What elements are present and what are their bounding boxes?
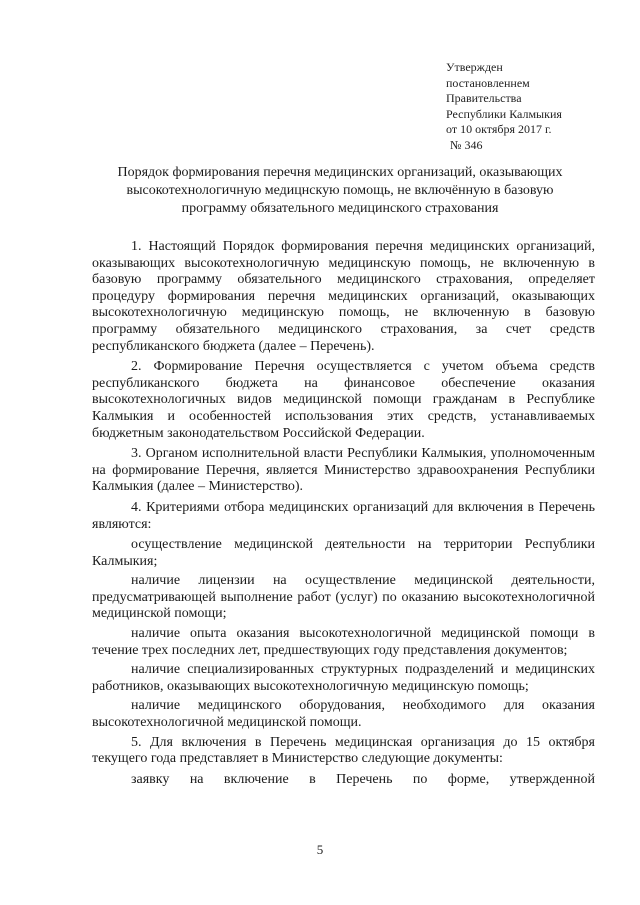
approval-line: от 10 октября 2017 г. [446, 122, 552, 137]
criteria-item: наличие медицинского оборудования, необходимого для оказания высокотехнологичной медицинской помощи. [92, 698, 595, 731]
paragraph-1: 1. Настоящий Порядок формирования перечня медицинских организаций, оказывающих высокотехнологичную медицинскую помощь, не включенную в базовую программу обязательного медицинского страхования, определяет процедуру формирования перечня медицинских организаций, оказывающих высокотехнологичную медицинскую помощь, не включенную в базовую программу обязательного медицинского страхования, за счет средств республиканского бюджета (далее – Перечень). [92, 239, 595, 354]
criteria-item: наличие опыта оказания высокотехнологичной медицинской помощи в течение трех последних лет, предшествующих году представления документов; [92, 626, 595, 658]
document-title [90, 164, 590, 218]
approval-line: Правительства [446, 91, 522, 106]
criteria-item: наличие специализированных структурных подразделений и медицинских работников, оказывающих высокотехнологичную медицинскую помощь; [92, 662, 595, 694]
title-line: высокотехнологичную медицнскую помощь, не включённую в базовую [126, 183, 554, 198]
paragraph-2: 2. Формирование Перечня осуществляется с учетом объема средств республиканского бюджета на финансовое обеспечение оказания высокотехнологичных видов медицинской помощи гражданам в Республике Калмыкия и особенностей использования этих средств, устанавливаемых бюджетным законодательством Российской Федерации. [92, 359, 595, 441]
approval-line: № 346 [450, 137, 483, 152]
criteria-item: наличие лицензии на осуществление медицинской деятельности, предусматривающей выполнение работ (услуг) по оказанию высокотехнологичной медицинской помощи; [92, 573, 595, 622]
approval-stamp [446, 60, 626, 154]
document-item: заявку на включение в Перечень по форме, утвержденной [131, 771, 595, 787]
approval-line: Утвержден [446, 60, 503, 74]
paragraph-4: 4. Критериями отбора медицинских организаций для включения в Перечень являются: [92, 499, 595, 532]
approval-line: постановленнем [446, 75, 530, 90]
title-line: Порядок формирования перечня медицинских организаций, оказывающих [117, 165, 563, 180]
page-number: 5 [316, 842, 324, 857]
paragraph-3: 3. Органом исполнительной власти Республики Калмыкия, уполномоченным на формирование Перечня, является Министерство здравоохранения Республики Калмыкия (далее – Министерство). [92, 446, 595, 495]
criteria-item: осуществление медицинской деятельности на территории Республики Калмыкия; [92, 537, 595, 569]
paragraph-5: 5. Для включения в Перечень медицинская организация до 15 октября текущего года представляет в Министерство следующие документы: [92, 734, 595, 767]
title-line: программу обязательного медицинского страхования [181, 201, 499, 216]
approval-line: Республики Калмыкия [446, 106, 562, 121]
document-body [92, 239, 595, 791]
